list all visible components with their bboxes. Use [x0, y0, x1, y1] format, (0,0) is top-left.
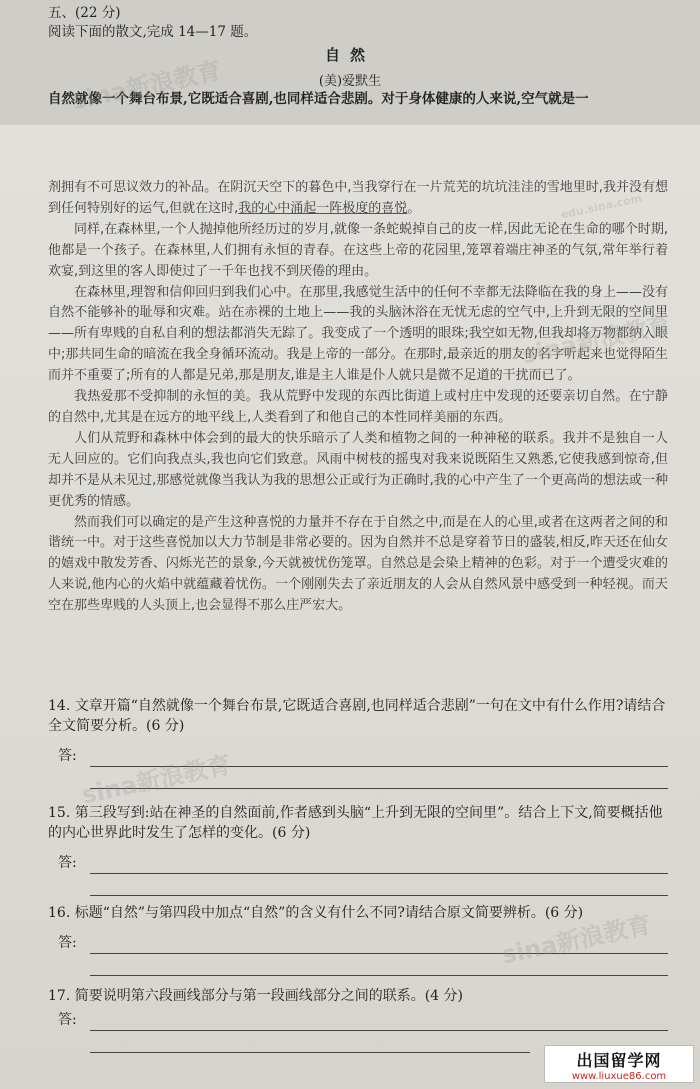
paragraph — [48, 429, 668, 513]
paragraph-text: 在森林里,理智和信仰回归到我们心中。在那里,我感觉生活中的任何不幸都无法降临在我的身上——没有自然不能够补的耻辱和灾难。站在赤裸的土地上——我的头脑沐浴在无忧无虑的空气中,上升到无限的空间里——所有卑贱的自私自利的想法都消失无踪了。我变成了一个透明的眼珠;我空如无物,但我却将万物都纳入眼中;那共同生命的暗流在我全身循环流动。我是上帝的一部分。在那时,最亲近的朋友的名字听起来也觉得陌生而并不重要了;所有的人都是兄弟,那是朋友,谁是主人谁是仆人就只是微不足道的干扰而已了。 — [48, 284, 668, 384]
answer-line[interactable] — [90, 1030, 668, 1031]
section-label: 五、(22 分) — [48, 5, 121, 21]
answer-label: 答: — [58, 1012, 77, 1028]
watermark: sina新浪教育 — [79, 750, 234, 810]
paragraph — [48, 513, 668, 618]
paragraph-text: 然而我们可以确定的是产生这种喜悦的力量并不存在于自然之中,而是在人的心里,或者在这两者之间的和谐统一中。对于这些喜悦加以大力节制是非常必要的。因为自然并不总是穿着节日的盛装,相反,昨天还在仙女的嬉戏中散发芳香、闪烁光芒的景象,今天就被忧伤笼罩。自然总是会染上精神的色彩。对于一个遭受灾难的人来说,他内心的火焰中就蕴藏着忧伤。一个刚刚失去了亲近朋友的人会从自然风景中感受到一种轻视。而天空在那些卑贱的人头顶上,也会显得不那么庄严宏大。 — [48, 514, 668, 614]
question-14 — [48, 696, 668, 764]
logo-url: www.liuxue86.com — [571, 1071, 667, 1082]
paragraph-text: 同样,在森林里,一个人抛掉他所经历过的岁月,就像一条蛇蜕掉自己的皮一样,因此无论在生命的哪个时期,他都是一个孩子。在森林里,人们拥有永恒的青春。在这些上帝的花园里, — [48, 221, 668, 258]
watermark-url: edu.sina.com — [559, 191, 644, 222]
article-body — [48, 178, 668, 617]
watermark: sina新浪教育 — [519, 310, 674, 370]
answer-label: 答: — [58, 748, 77, 764]
answer-label: 答: — [58, 855, 77, 871]
article-author: (美)爱默生 — [318, 74, 382, 89]
site-logo[interactable] — [544, 1045, 694, 1083]
answer-line[interactable] — [90, 895, 668, 896]
watermark: sina新浪教育 — [499, 910, 654, 970]
section-instruction: 阅读下面的散文,完成 14—17 题。 — [48, 24, 258, 40]
paragraph-text: 我热爱那不受抑制的永恒的美。我从荒野中发现的东西比街道上或村庄中发现的还要亲切自然。在宁静的自然中,尤其是在远方的地平线上,人类看到了和他自己的本性同样美丽的东西。 — [48, 389, 668, 425]
answer-line[interactable] — [90, 1052, 530, 1053]
section-header — [48, 4, 257, 42]
answer-line[interactable] — [90, 873, 668, 874]
paragraph — [48, 387, 668, 429]
logo-name: 出国留学网 — [576, 1051, 662, 1070]
paragraph-text: 笼罩着端庄神圣的气氛,常年举行着欢宴,到这里的客人即使过了一千年也找不到厌倦的理由。 — [48, 242, 669, 279]
question-text: 17. 简要说明第六段画线部分与第一段画线部分之间的联系。(4 分) — [48, 988, 463, 1004]
question-text: 15. 第三段写到:站在神圣的自然面前,作者感到头脑“上升到无限的空间里”。结合上下文,简要概括他的内心世界此时发生了怎样的变化。(6 分) — [48, 805, 663, 841]
paragraph-text: 剂拥有不可思议效力的补品。在阴沉天空下的暮色中,当我穿行在一片荒芜的坑坑洼洼的雪地里时,我并没有想到任何特别好的运气,但就在这时, — [48, 180, 668, 216]
underlined-text: 我的心中涌起一阵极度的喜悦 — [238, 200, 408, 216]
question-15 — [48, 803, 668, 871]
answer-line[interactable] — [90, 975, 668, 976]
watermark: sina新浪教育 — [69, 56, 224, 116]
article-title: 自然 — [324, 46, 375, 64]
question-17 — [48, 986, 668, 1028]
question-text: 16. 标题“自然”与第四段中加点“自然”的含义有什么不同?请结合原文简要辨析。(6 分) — [48, 905, 584, 921]
paragraph — [48, 220, 668, 283]
paragraph-text: 人们从荒野和森林中体会到的最大的快乐暗示了人类和植物之间的一种神秘的联系。我并不是独自一人无人回应的。它们向我点头,我也向它们致意。风雨中树枝的摇曳对我来说既陌生又熟悉,它使我感到惊奇,但却并不是从未见过,那感觉就像当我认为我的思想公正或行为正确时,我的心中产生了一个更高尚的想法或一种更优秀的情感。 — [48, 430, 668, 509]
paragraph-text: 。 — [407, 200, 421, 216]
article-lead: 自然就像一个舞台布景,它既适合喜剧,也同样适合悲剧。对于身体健康的人来说,空气就是一 — [48, 91, 589, 107]
answer-label: 答: — [58, 935, 77, 951]
question-text: 14. 文章开篇“自然就像一个舞台布景,它既适合喜剧,也同样适合悲剧”一句在文中有什么作用?请结合全文简要分析。(6 分) — [48, 698, 666, 734]
